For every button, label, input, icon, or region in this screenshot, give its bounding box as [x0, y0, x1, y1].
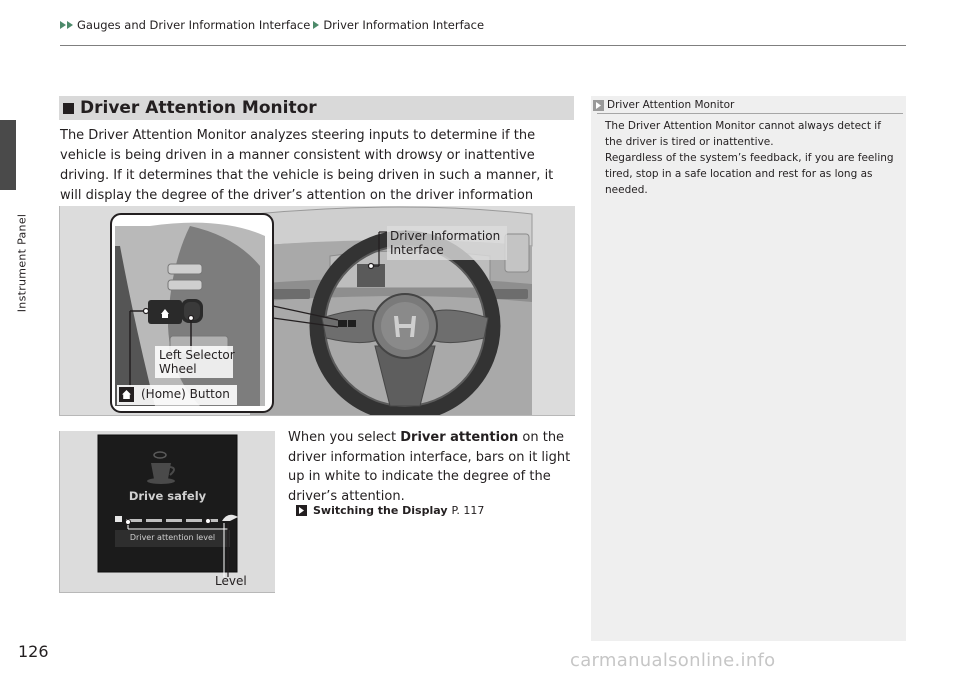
watermark: carmanualsonline.info — [570, 650, 776, 671]
section-title: Driver Attention Monitor — [80, 98, 317, 118]
breadcrumb-item-dii[interactable]: Driver Information Interface — [323, 18, 485, 32]
attention-screen-figure — [59, 431, 275, 593]
chapter-label-text: Instrument Panel — [15, 213, 29, 313]
sidebar-note-divider — [597, 113, 903, 114]
sidebar-note-header — [591, 96, 906, 114]
page-number: 126 — [18, 642, 49, 661]
callout-driver-information-interface: Driver Information Interface — [390, 229, 501, 257]
breadcrumb — [60, 18, 484, 32]
caption-text-before: When you select — [288, 430, 401, 445]
square-bullet-icon — [63, 103, 74, 114]
header-divider — [60, 45, 906, 46]
callout-home-button: (Home) Button — [141, 387, 230, 401]
section-header — [59, 96, 574, 120]
caption-bold-term: Driver attention — [400, 430, 519, 445]
chevron-right-icon — [313, 21, 319, 29]
breadcrumb-item-gauges[interactable]: Gauges and Driver Information Interface — [77, 18, 311, 32]
caption-text-after: on the driver information interface, bars on it light up in white to indicate the degree of the driver’s attention. — [288, 430, 571, 504]
chapter-label — [12, 198, 32, 328]
reference-arrow-icon — [296, 505, 307, 516]
cross-reference-link[interactable] — [296, 504, 484, 517]
chevron-right-icon — [67, 21, 73, 29]
section-body: The Driver Attention Monitor analyzes steering inputs to determine if the vehicle is being driven in a manner consistent with drowsy or inattentive driving. If it determines that the vehicle is being driven in such a manner, it will display the degree of the driver’s attention on the driver information — [60, 128, 554, 203]
chevron-right-icon — [60, 21, 66, 29]
sidebar-note-text: The Driver Attention Monitor cannot always detect if the driver is tired or inattentive. Regardless of the system’s feedback, if you are feeling tired, stop in a safe location and rest for as long as needed. — [605, 120, 894, 196]
callout-left-selector-wheel: Left Selector Wheel — [159, 348, 235, 376]
steering-wheel-figure — [59, 206, 575, 416]
xref-label: Switching the Display — [313, 504, 448, 517]
note-arrow-icon — [593, 100, 604, 111]
home-icon — [118, 387, 133, 402]
screen-subtitle-attention-level: Driver attention level — [129, 533, 216, 542]
xref-page: P. 117 — [451, 504, 485, 517]
callout-level: Level — [215, 574, 247, 588]
chapter-tab — [0, 120, 16, 190]
attention-screen-illustration — [60, 431, 275, 592]
screen-title-drive-safely: Drive safely — [128, 489, 207, 503]
sidebar-note-title: Driver Attention Monitor — [607, 99, 735, 111]
figure-caption — [288, 428, 578, 506]
